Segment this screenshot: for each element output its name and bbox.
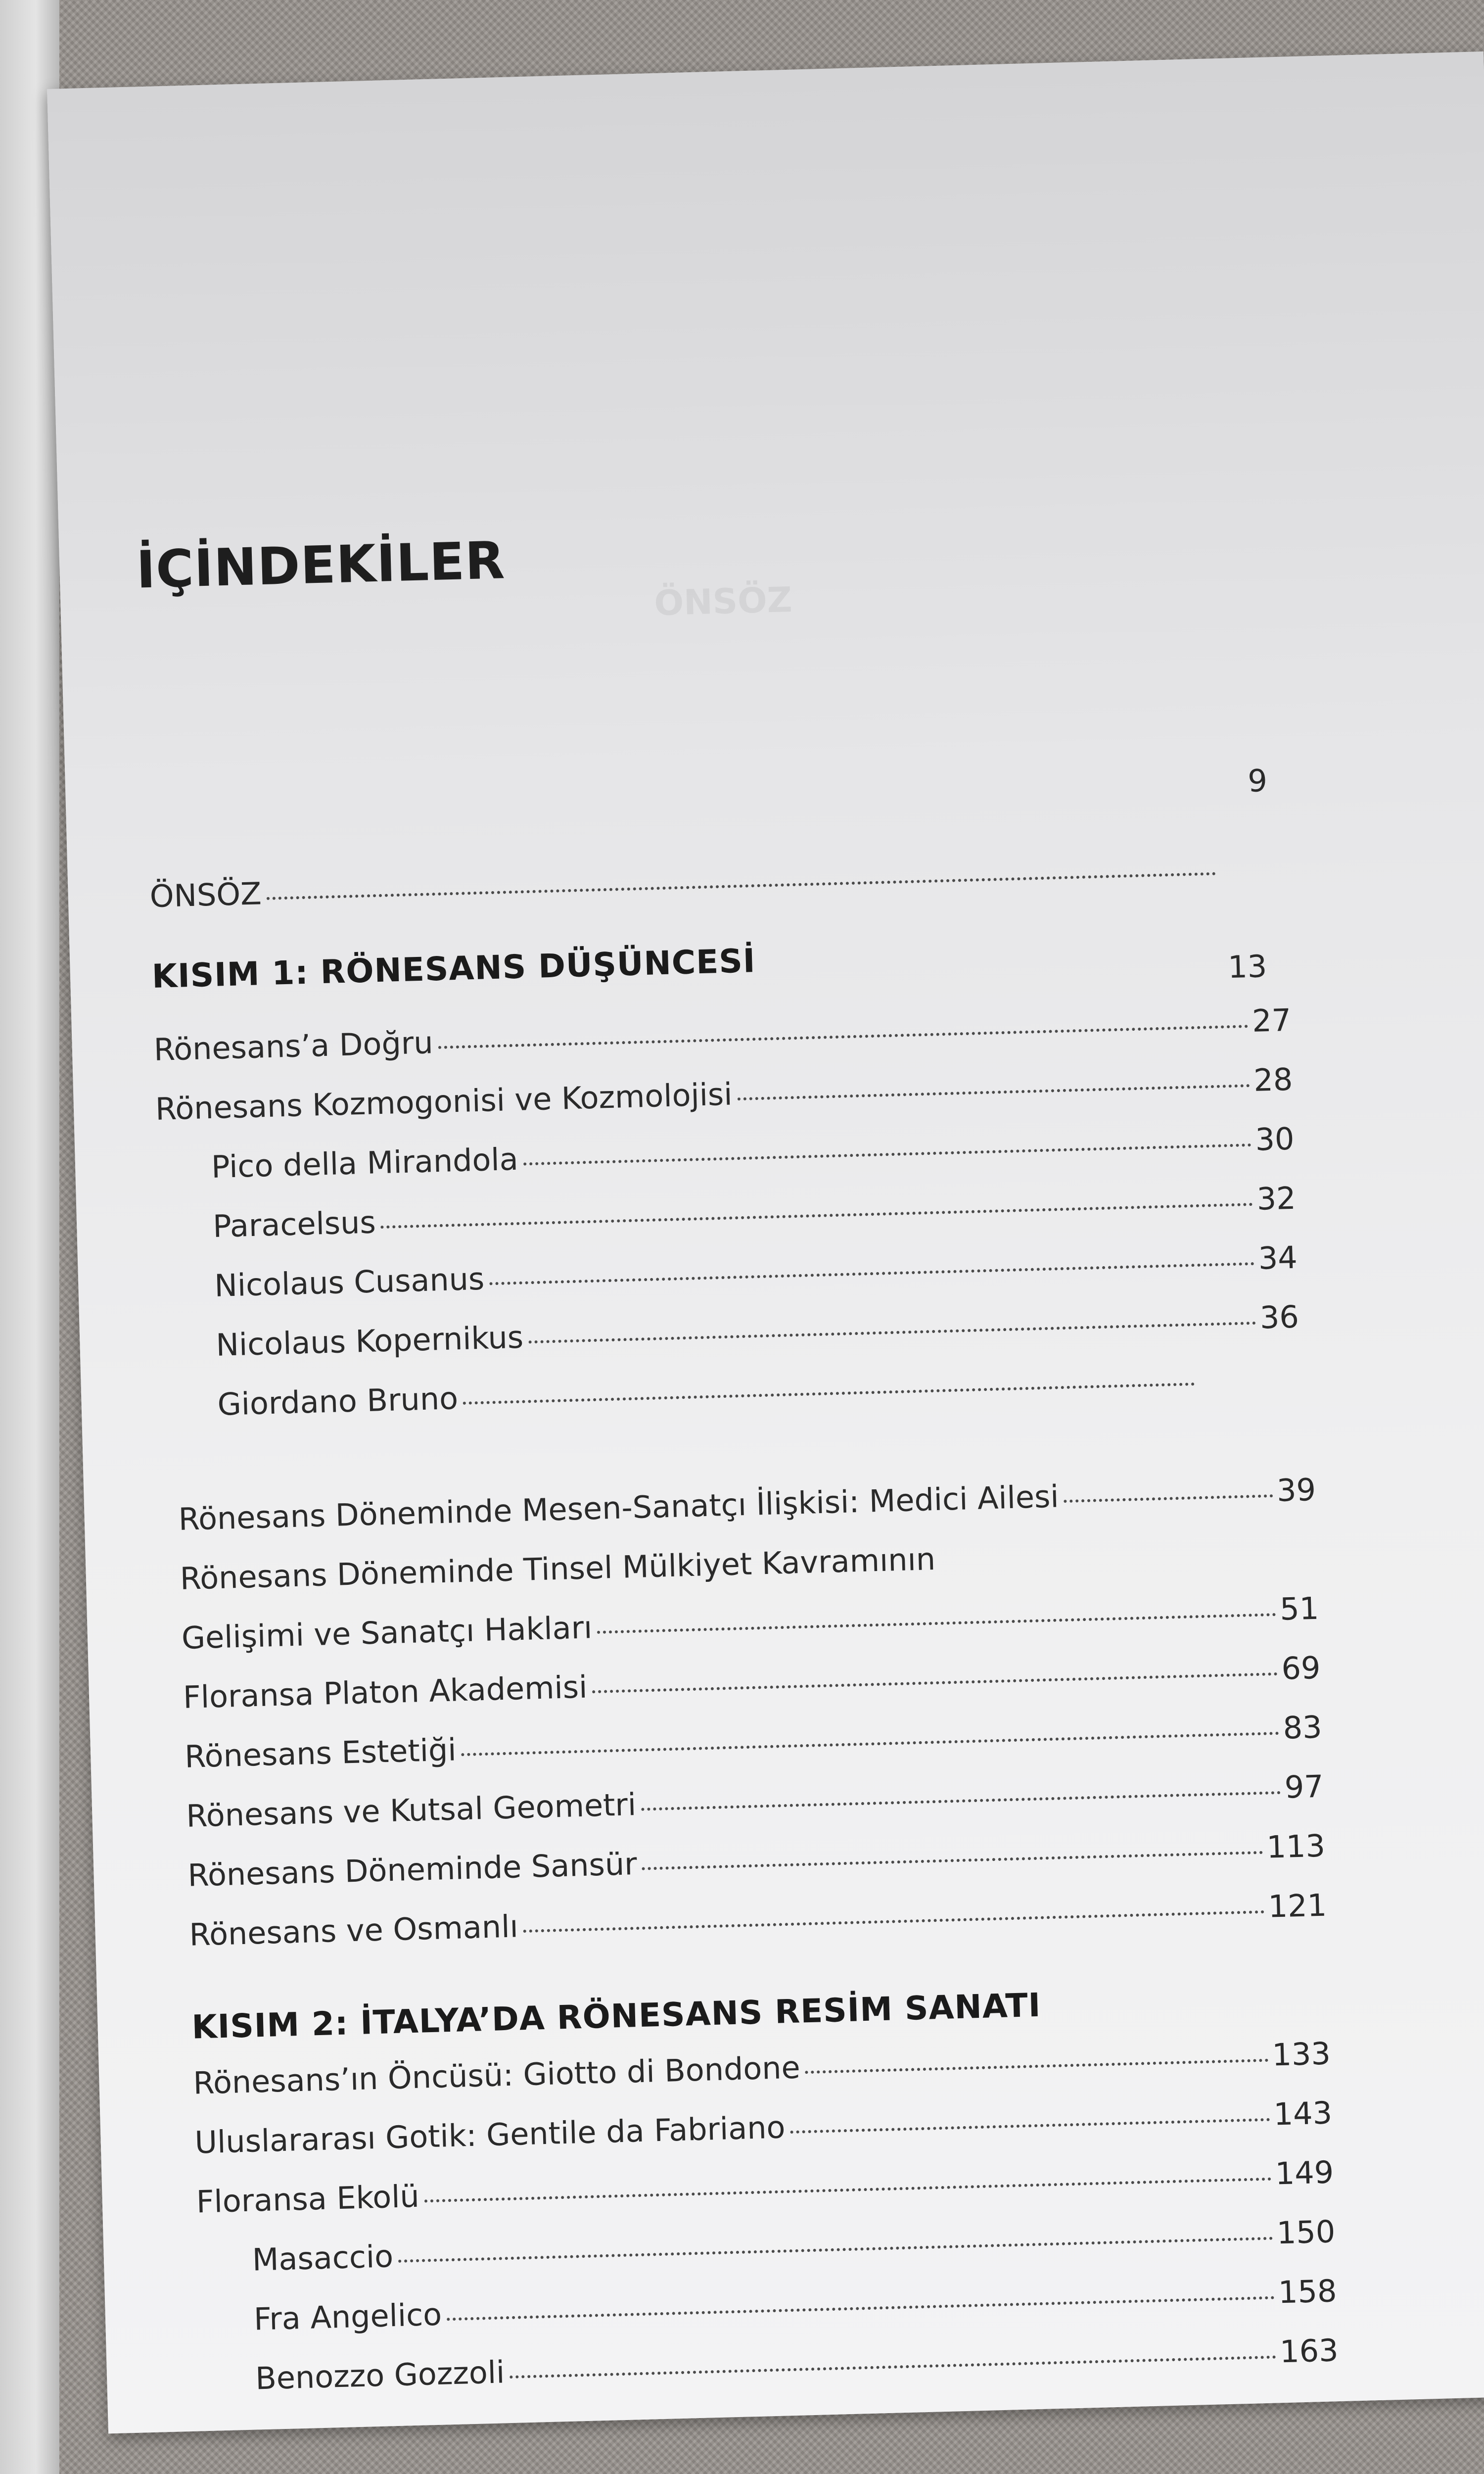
dot-leader xyxy=(462,1732,1279,1756)
toc-entry-page: 133 xyxy=(1271,2035,1331,2073)
left-page-edge xyxy=(0,0,59,2474)
dot-leader xyxy=(489,1262,1254,1285)
dot-leader xyxy=(424,2178,1271,2203)
toc-entry xyxy=(253,2273,1337,2337)
dot-leader xyxy=(790,2118,1270,2134)
dot-leader xyxy=(592,1672,1277,1693)
toc-entry-page: 30 xyxy=(1254,1120,1295,1158)
dot-leader xyxy=(463,1382,1195,1405)
toc-entry xyxy=(189,1887,1327,1953)
dot-leader xyxy=(642,1851,1263,1870)
toc-entry xyxy=(196,2154,1334,2220)
toc-entry-label: Nicolaus Kopernikus xyxy=(215,1319,524,1363)
toc-entry-label: Gelişimi ve Sanatçı Hakları xyxy=(181,1609,593,1656)
part2-heading: KISIM 2: İTALYA’DA RÖNESANS RESİM SANATI xyxy=(191,1986,1042,2046)
toc-entry-preface xyxy=(149,851,1218,915)
toc-entry-page: 83 xyxy=(1282,1709,1323,1746)
toc-entry-label-line1: Rönesans Döneminde Tinsel Mülkiyet Kavramının xyxy=(179,1541,936,1597)
toc-entry-page: 150 xyxy=(1276,2213,1336,2251)
toc-entry-page: 149 xyxy=(1274,2154,1335,2192)
toc-entry-label: Fra Angelico xyxy=(253,2296,442,2337)
toc-entry xyxy=(214,1239,1298,1304)
dot-leader xyxy=(510,2356,1276,2379)
toc-entry-page: 34 xyxy=(1257,1239,1298,1277)
dot-leader xyxy=(523,1143,1252,1166)
dot-leader xyxy=(523,1910,1264,1933)
dot-leader xyxy=(398,2237,1273,2263)
toc-entry xyxy=(155,1061,1293,1127)
toc-entry-label: Nicolaus Cusanus xyxy=(214,1260,485,1304)
toc-entry-label: Pico della Mirandola xyxy=(211,1141,519,1186)
toc-entry-label: ÖNSÖZ xyxy=(149,875,262,915)
toc-entry-label: Rönesans ve Kutsal Geometri xyxy=(186,1786,637,1834)
bleed-through-text: ÖNSÖZ xyxy=(653,579,793,624)
toc-entry-page: 143 xyxy=(1273,2094,1333,2133)
dot-leader xyxy=(447,2296,1274,2321)
toc-entry-label: Rönesans’a Doğru xyxy=(153,1024,434,1068)
toc-entry xyxy=(181,1590,1319,1656)
toc-entry-page: 32 xyxy=(1256,1180,1297,1217)
toc-entry xyxy=(186,1768,1324,1834)
toc-entry-page: 163 xyxy=(1279,2332,1339,2370)
toc-entry-page: 121 xyxy=(1267,1887,1327,1925)
toc-entry-page: 158 xyxy=(1278,2273,1338,2311)
dot-leader xyxy=(738,1084,1250,1100)
toc-entry-page: 97 xyxy=(1284,1768,1324,1806)
dot-leader xyxy=(597,1613,1276,1634)
book-page xyxy=(47,51,1484,2433)
toc-entry-page: 39 xyxy=(1276,1471,1316,1509)
dot-leader xyxy=(381,1203,1253,1229)
dot-leader xyxy=(267,872,1216,900)
toc-entry xyxy=(193,2035,1331,2101)
toc-entry-label: Uluslararası Gotik: Gentile da Fabriano xyxy=(194,2109,786,2161)
toc-entry xyxy=(187,1828,1326,1894)
part1-heading-page: 13 xyxy=(1227,948,1268,986)
page-title: İÇİNDEKİLER xyxy=(135,530,506,600)
toc-entry-label: Rönesans Döneminde Sansür xyxy=(187,1846,638,1894)
toc-entry xyxy=(211,1121,1295,1185)
toc-entry-label: Rönesans Döneminde Mesen-Sanatçı İlişkisi: Medici Ailesi xyxy=(178,1478,1060,1538)
toc-entry xyxy=(178,1472,1316,1537)
toc-entry-label: Paracelsus xyxy=(212,1204,376,1244)
toc-entry-page: 36 xyxy=(1259,1298,1299,1336)
toc-entry xyxy=(183,1650,1321,1715)
preface-page-number: 9 xyxy=(1247,762,1268,799)
toc-entry-page: 69 xyxy=(1281,1649,1321,1687)
toc-entry-label: Floransa Ekolü xyxy=(195,2178,420,2220)
toc-entry-label: Rönesans ve Osmanlı xyxy=(188,1908,519,1953)
dot-leader xyxy=(528,1322,1256,1344)
toc-entry xyxy=(252,2213,1336,2278)
toc-entry-label: Rönesans Kozmogonisi ve Kozmolojisi xyxy=(155,1076,733,1127)
part1-heading: KISIM 1: RÖNESANS DÜŞÜNCESİ xyxy=(151,942,756,996)
toc-entry xyxy=(255,2332,1339,2396)
dot-leader xyxy=(641,1791,1281,1811)
toc-entry xyxy=(184,1709,1322,1775)
toc-entry-label: Rönesans Estetiği xyxy=(184,1731,457,1775)
toc-entry-page: 51 xyxy=(1279,1590,1320,1627)
dot-leader xyxy=(805,2059,1268,2074)
toc-entry xyxy=(216,1299,1299,1363)
toc-entry-label: Floransa Platon Akademisi xyxy=(183,1668,588,1715)
toc-entry-label: Masaccio xyxy=(252,2238,394,2278)
toc-entry-page: 28 xyxy=(1253,1061,1294,1098)
toc-entry-page: 113 xyxy=(1266,1827,1326,1865)
dot-leader xyxy=(1064,1494,1273,1503)
toc-entry-page: 27 xyxy=(1252,1001,1292,1039)
toc-entry xyxy=(153,1002,1292,1068)
toc-entry-label: Benozzo Gozzoli xyxy=(255,2354,506,2397)
toc-entry xyxy=(194,2094,1333,2160)
toc-entry xyxy=(212,1180,1296,1244)
dot-leader xyxy=(438,1025,1249,1049)
toc-entry-label: Giordano Bruno xyxy=(217,1380,459,1423)
toc-entry-label: Rönesans’ın Öncüsü: Giotto di Bondone xyxy=(192,2049,801,2101)
toc-entry xyxy=(217,1361,1197,1423)
